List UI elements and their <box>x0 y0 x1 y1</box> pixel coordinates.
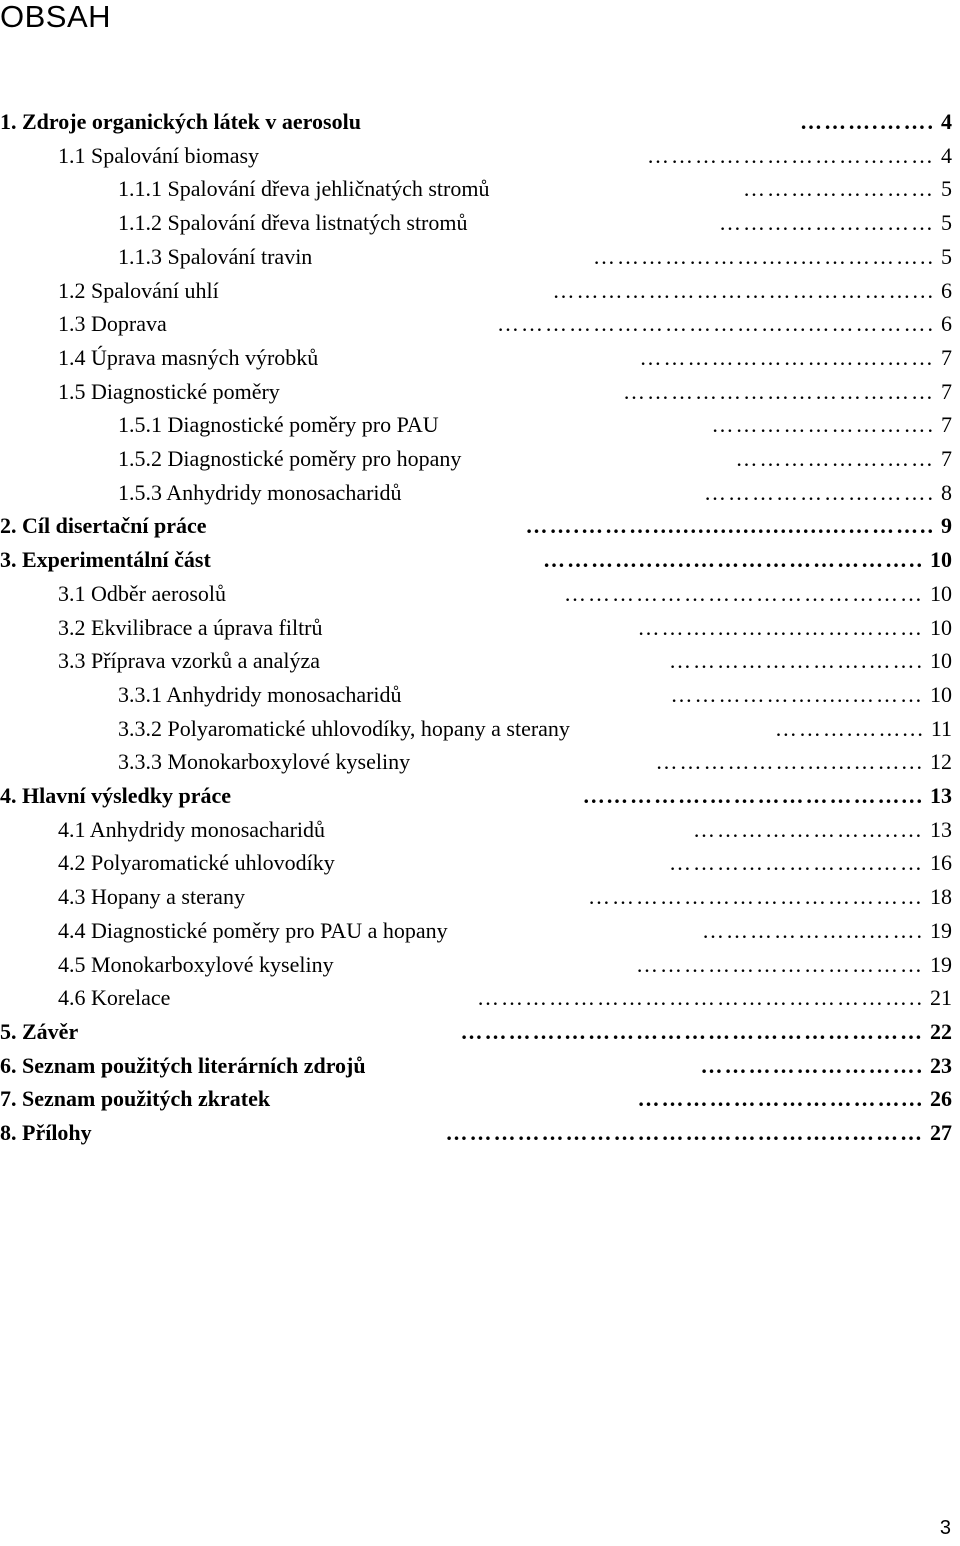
toc-entry-leader: ………………………….…… <box>639 344 935 370</box>
toc-entry-leader: ……………….…… <box>735 446 935 471</box>
toc-entry-leader: ………………...……. <box>702 917 924 943</box>
toc-entry-label: 1.4 Úprava masných výrobků <box>58 344 319 370</box>
toc-entry <box>58 918 952 944</box>
toc-entry-page: 5 <box>941 176 952 202</box>
toc-entry-label: 3.3.2 Polyaromatické uhlovodíky, hopany a sterany <box>118 715 570 741</box>
toc-entry-page: 9 <box>941 513 952 539</box>
toc-entry-leader: ……………………..…… <box>669 850 924 876</box>
toc-entry-page: 4 <box>941 142 952 168</box>
toc-entry-label: 4.3 Hopany a sterany <box>58 884 245 910</box>
toc-entry <box>58 345 952 371</box>
toc-entry-label: 2. Cíl disertační práce <box>0 513 207 539</box>
toc-entry-leader: ………………………………… <box>623 378 935 404</box>
page-title: OBSAH <box>0 0 112 34</box>
toc-entry-page: 6 <box>941 311 952 337</box>
toc-entry <box>118 480 952 506</box>
toc-entry-label: 1.5.3 Anhydridy monosacharidů <box>118 479 402 505</box>
toc-entry <box>118 682 952 708</box>
toc-entry-page: 5 <box>941 243 952 269</box>
toc-entry-page: 18 <box>930 884 952 910</box>
toc-entry-label: 3.1 Odběr aerosolů <box>58 580 227 606</box>
toc-entry <box>58 615 952 641</box>
toc-entry-leader: …….………..........................……….. <box>525 513 935 539</box>
toc-entry <box>118 244 952 270</box>
toc-entry <box>58 985 952 1011</box>
toc-entry-page: 7 <box>941 344 952 370</box>
toc-entry <box>0 547 952 573</box>
toc-entry-label: 1.5.2 Diagnostické poměry pro hopany <box>118 446 462 471</box>
toc-entry-page: 19 <box>930 917 952 943</box>
toc-entry-label: 1.5 Diagnostické poměry <box>58 378 280 404</box>
toc-entry-leader: ……………….…...……... <box>655 749 924 775</box>
toc-entry-label: 1. Zdroje organických látek v aerosolu <box>0 109 361 134</box>
toc-entry-label: 4.2 Polyaromatické uhlovodíky <box>58 850 335 876</box>
toc-entry <box>58 648 952 674</box>
toc-entry <box>0 109 952 135</box>
toc-entry-leader: ……………………………………… <box>564 580 924 606</box>
toc-entry-label: 3.3 Příprava vzorků a analýza <box>58 648 321 674</box>
toc-entry-leader: …………………….……. <box>669 648 924 674</box>
toc-entry <box>118 412 952 438</box>
toc-entry-page: 7 <box>941 378 952 404</box>
toc-entry <box>0 1019 952 1045</box>
toc-entry-leader: ……………………..…………….. <box>593 243 935 269</box>
toc-entry-leader: ……………….....……… <box>670 681 924 707</box>
toc-entry-label: 3.3.3 Monokarboxylové kyseliny <box>118 749 411 775</box>
toc-entry-leader: ……………………………... <box>637 1086 924 1112</box>
toc-entry-leader: ……………………………… <box>647 142 935 168</box>
toc-entry-leader: ……………………… <box>719 210 935 236</box>
toc-entry <box>118 176 952 202</box>
toc-entry <box>0 1120 952 1146</box>
toc-entry-page: 16 <box>930 850 952 876</box>
toc-entry-label: 4.6 Korelace <box>58 985 171 1011</box>
toc-entry-page: 26 <box>930 1086 952 1112</box>
toc-entry-page: 7 <box>941 412 952 438</box>
toc-entry-page: 7 <box>941 446 952 471</box>
toc-entry-page: 10 <box>930 648 952 674</box>
toc-entry-page: 11 <box>930 715 952 741</box>
toc-entry <box>58 850 952 876</box>
toc-entry-label: 1.2 Spalování uhlí <box>58 277 219 303</box>
toc-entry-page: 5 <box>941 210 952 236</box>
toc-entry-label: 8. Přílohy <box>0 1120 92 1145</box>
toc-entry-page: 8 <box>941 479 952 505</box>
toc-entry-label: 4. Hlavní výsledky práce <box>0 783 232 808</box>
toc-entry-leader: ………………………………...……………. <box>497 311 935 337</box>
toc-entry-label: 4.5 Monokarboxylové kyseliny <box>58 951 334 977</box>
toc-entry-leader: ……………………..… <box>693 816 924 842</box>
toc-entry-page: 4 <box>941 109 952 134</box>
toc-entry-label: 1.3 Doprava <box>58 311 167 337</box>
toc-entry-label: 4.1 Anhydridy monosacharidů <box>58 816 326 842</box>
toc-entry-leader: ………………………………………... <box>552 277 935 303</box>
toc-entry-leader: …………..…..……………………….. <box>543 547 924 573</box>
toc-entry-leader: ……….………..…………… <box>637 614 924 640</box>
toc-entry <box>58 884 952 910</box>
toc-entry-leader: ………….……………………………………… <box>460 1018 924 1044</box>
toc-entry-page: 23 <box>930 1052 952 1078</box>
toc-entry-label: 3. Experimentální část <box>0 547 211 573</box>
toc-entry <box>118 749 952 775</box>
toc-entry-leader: ………………………. <box>711 412 935 438</box>
toc-entry-page: 10 <box>930 547 952 573</box>
toc-entry-page: 12 <box>930 749 952 775</box>
toc-entry <box>58 817 952 843</box>
toc-entry <box>118 210 952 236</box>
toc-entry-label: 1.1.3 Spalování travin <box>118 243 313 269</box>
toc-entry <box>0 513 952 539</box>
toc-entry-leader: ……………………………………………….. <box>477 985 924 1011</box>
toc-entry-page: 6 <box>941 277 952 303</box>
toc-entry-leader: ……….……... <box>774 715 925 741</box>
toc-entry-label: 7. Seznam použitých zkratek <box>0 1086 271 1112</box>
toc-entry-label: 1.5.1 Diagnostické poměry pro PAU <box>118 412 439 438</box>
toc-entry-page: 10 <box>930 681 952 707</box>
toc-entry-label: 3.2 Ekvilibrace a úprava filtrů <box>58 614 323 640</box>
toc-entry-page: 13 <box>930 783 952 808</box>
toc-entry-page: 27 <box>930 1120 952 1145</box>
toc-entry <box>58 311 952 337</box>
toc-entry-label: 5. Závěr <box>0 1018 79 1044</box>
toc-entry-leader: ……………………………… <box>636 951 924 977</box>
toc-entry-leader: …………………………………………...……… <box>445 1120 924 1145</box>
toc-entry <box>58 278 952 304</box>
toc-entry-page: 10 <box>930 580 952 606</box>
toc-entry-page: 22 <box>930 1018 952 1044</box>
toc-entry <box>0 783 952 809</box>
toc-entry <box>58 581 952 607</box>
toc-entry-leader: …………………… <box>743 176 935 202</box>
toc-entry-leader: ………………….……. <box>704 479 935 505</box>
toc-entry-leader: …………………………………… <box>588 884 924 910</box>
toc-entry-leader: ………………………. <box>700 1052 924 1078</box>
page-number: 3 <box>939 1517 951 1539</box>
toc-entry-page: 21 <box>930 985 952 1011</box>
toc-entry <box>0 1053 952 1079</box>
toc-entry-leader: ...………….……………………... <box>583 783 924 808</box>
toc-entry-leader: ……….……. <box>800 109 935 134</box>
toc-entry-page: 10 <box>930 614 952 640</box>
toc-entry-label: 1.1.2 Spalování dřeva listnatých stromů <box>118 210 468 236</box>
toc-entry-page: 13 <box>930 816 952 842</box>
toc-entry <box>0 1086 952 1112</box>
toc-entry-page: 19 <box>930 951 952 977</box>
toc-entry <box>58 379 952 405</box>
toc-entry-label: 1.1.1 Spalování dřeva jehličnatých stromů <box>118 176 490 202</box>
toc-entry-label: 6. Seznam použitých literárních zdrojů <box>0 1052 366 1078</box>
toc-entry <box>58 143 952 169</box>
toc-entry-label: 4.4 Diagnostické poměry pro PAU a hopany <box>58 917 448 943</box>
toc-entry <box>58 952 952 978</box>
toc-entry-label: 3.3.1 Anhydridy monosacharidů <box>118 681 402 707</box>
toc-entry <box>118 716 952 742</box>
toc-entry-label: 1.1 Spalování biomasy <box>58 142 260 168</box>
toc-entry <box>118 446 952 472</box>
